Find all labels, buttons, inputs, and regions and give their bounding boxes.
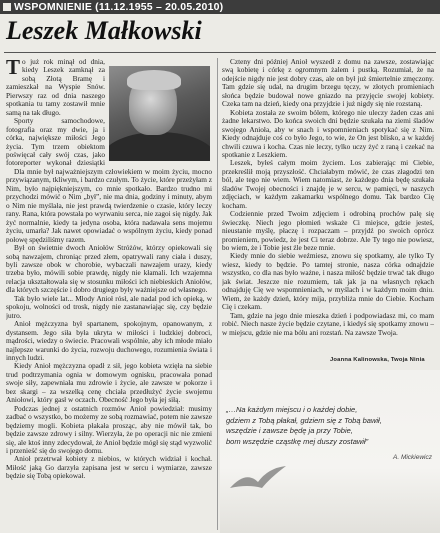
paragraph: Podczas jednej z ostatnich rozmów Anioł powiedział: musimy zadbać o wszystko, bo możemy ze sobą rozmawiać, potem nie zawsze będziemy mogli. Kobieta płakała prosząc, aby nie mówił tak, bo będzie zawsze zdrowy i silny. Wierzyła, że po operacji nic nie zmieni się, ale ktoś inny zdecydował, że Anioł będzie mógł się stąd wyzwolić i przenieść się do swojego domu.: [6, 403, 212, 455]
paragraph: Sporty samochodowe, fotografia oraz my dwie, ja i córka, największe miłości Jego życia. Tym trzem obiektom poświęcał cały swój czas, jako fotoreporter wykonał dziesiątki: [6, 116, 105, 167]
section-title: WSPOMNIENIE (11.12.1955 – 20.05.2010): [14, 1, 224, 13]
poem-quote: [226, 405, 438, 447]
col1-bottom: [6, 168, 212, 530]
paragraph: Codziennie przed Twoim zdjęciem i odrobiną prochów palę się świeczkę. Niech jego płomień wskaże Ci miejsce, gdzie jesteś, nieustanie myślę, płaczę i rozpaczam – przyjdź po swoich oprócz promieniem, powiedz, że jest Ci teraz dobrze. Ale Ty tego nie powiesz, bo wiem, że i Tobie jest źle beze mnie.: [222, 209, 434, 252]
paragraph: Tam, gdzie na jego dnie mieszka dzień i podpowiadasz mi, co mam robić. Niech nasze życie będzie czytane, i kiedyś się spotkamy znowu – w miejscu, gdzie nie ma bólu ani rozstań. Na zawsze Twoja.: [222, 310, 434, 337]
quote-author: A. Mickiewicz: [393, 454, 433, 461]
quote-line: gdziem z Tobą płakał, gdziem się z Tobą bawił,: [226, 415, 382, 425]
portrait-photo: [109, 66, 210, 161]
bird-icon: [228, 458, 288, 498]
paragraph: Anioł mężczyzna był spartanem, spokojnym, opanowanym, z dystansem. Jego siła była ukryta w miłości i ludzkiej dobroci, mądrości, wiedzy o świecie. Pracowali wspólnie, aby ich młode miało najlepsze warunki do życia, rozwoju duchowego, rozumienia świata i innych ludzi.: [6, 319, 212, 362]
quote-line: wszędzie i zawsze będę ja przy Tobie,: [226, 426, 353, 435]
headline-rule: [4, 52, 436, 53]
bullet-square-icon: [3, 3, 11, 11]
col2: [222, 58, 434, 354]
quote-line: bom wszędzie cząstkę mej duszy zostawił”: [226, 436, 369, 446]
paragraph: Był on świetnie dwoch Aniołów Stróżów, którzy opiekowali się sobą nawzajem, chroniąc przed złem, opatrywali rany ciała i duszy, byli zawsze obok w chorobie, wybaczali nawzajem urazy, kiedy trzeba było, mówili sobie prawdę, nigdy nie kłamali. Ich wzajemna relacja ukształtowała się w stosunku miłości ich niebieskich Aniołów, dla których szczęście i dobro drugiego były ważniejsze od własnego.: [6, 243, 212, 295]
paragraph: Kobieta została ze swoim bólem, którego nie uleczy żaden czas ani żadne lekarstwo. Do końca swoich dni będzie szukała na ziemi śladów swojego Anioła, aby w snach i wspomnieniach spotykać się z Nim. Kiedy odnajduje coś co było Jego, to wie, że On jest blisko, a w każdej chwili czuwa i kocha. Czas nie leczy, tylko uczy żyć z raną i czekać na spotkanie z Leszkiem.: [222, 107, 434, 159]
col1-top: [6, 58, 105, 167]
quote-line: „…Na każdym miejscu i o każdej dobie,: [226, 405, 358, 414]
headline: Leszek Małkowski: [6, 16, 202, 45]
section-bar: [0, 0, 440, 14]
paragraph: Dla mnie był najważniejszym człowiekiem w moim życiu, mocno przywiązanym, tkliwym, i bardzo czułym. To życie, które przeżyłam z Nim, było najpiękniejszym, co mnie spotkało. Bardzo trudno mi przychodzi mówić o Nim „był”, nie ma dnia, godziny i minuty, abym o Nim nie myślała, nie jest prawdą twierdzenie o czasie, który leczy rany. Rana, która powstała po wyrwaniu serca, nie zagoi się nigdy. Jak żyć normalnie, kiedy ta jedyna osoba, która nadawała sens mojemu życiu, umarła? Jak nawet opowiadać o wspólnym życiu, kiedy ponad połowę spędziliśmy razem.: [6, 168, 212, 244]
quote-box: [220, 370, 440, 533]
signature: Joanna Kalinowska, Twoja Ninia: [330, 357, 425, 363]
paragraph: Anioł przetrwał kobiety z niebios, w których widział i kochał. Miłość jaką Go darzyła zapisana jest w sercu i wymiarze, zawsze będzie się Tobą opiekował.: [6, 454, 212, 481]
paragraph: Tak było wiele lat... Młody Anioł rósł, ale nadal pod ich opieką, w spokoju, wolności od trosk, nigdy nie zastanawiając się, czy będzie jutro.: [6, 293, 212, 320]
paragraph: Kiedy Anioł mężczyzna opadł z sił, jego kobieta wzięła na siebie trud podtrzymania ognia w domowym ognisku, pracowała ponad swoje siły, zapewniała mu zdrowie i życie, ale zawsze w pokorze i bez skargi – za wszelką cenę chciała przedłużyć życie swojemu Aniołowi, który gasł w oczach. Obecność Jego była jej siłą.: [6, 361, 212, 405]
paragraph: Kiedy mnie do siebie weźmiesz, znowu się spotkamy, ale tylko Ty wiesz, kiedy to będzie. Po tamtej stronie, nasza córka odnajdzie wszystko, co dla nas było ważne, i nasza miłość będzie trwać tak długo jak świat. Jeszcze nie rozumiem, tak jak ja na własnych rękach odnajduję Cię we wspomnieniach, w myślach i w każdym moim dniu. Wiem, że każdy dzień, który mija, przybliża mnie do Ciebie. Kocham Cię i czekam.: [222, 251, 434, 312]
column-divider: [217, 58, 218, 530]
paragraph: Leszek, byłeś całym moim życiem. Los zabierając mi Ciebie, przekreślił moją przyszłość. Chciałabym mówić, że czas złagodzi ten ból, ale tego nie wiem. Wiem natomiast, że każdego dnia będę szukała śladów Twojej obecności i znajdę je w sercu, w pamięci, w naszych zdjęciach, w każdym zakamarku wspólnego domu. Tak bardzo Cię kocham.: [222, 158, 434, 210]
drop-cap: T: [6, 58, 21, 79]
paragraph: Czteny dni później Anioł wyszedł z domu na zawsze, zostawiając swą kobietę i córkę z ogromnym żalem i pustką. Rozumiał, że na odejście nigdy nie jest dobry czas, ale on był już śmiertelnie zmęczony. Tam gdzie się udał, na drugim brzegu tęczy, w złotych promieniach słońca będzie budował nowe gniazdo na przyjęcie swojej kobiety. Czeka tam na dzień, kiedy ona przyjdzie i już nigdy się nie rozstaną.: [222, 58, 434, 109]
paragraph: To już rok minął od dnia, kiedy Leszek zamknął za sobą Złotą Bramę i zamieszkał na Wyspie Snów. Pierwszy raz od dnia naszego spotkania tu tamy zostawił mnie samą na tak długo.: [6, 58, 105, 117]
